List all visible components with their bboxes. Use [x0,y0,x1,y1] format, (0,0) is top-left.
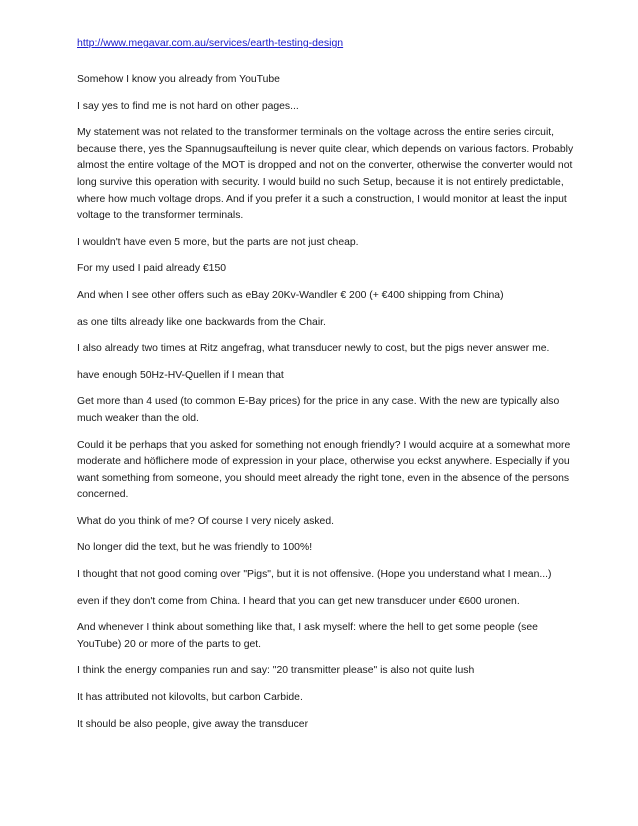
paragraph: as one tilts already like one backwards from the Chair. [77,316,326,328]
paragraph: I wouldn't have even 5 more, but the parts are not just cheap. [77,236,359,248]
paragraph: What do you think of me? Of course I very nicely asked. [77,515,334,527]
paragraph: And when I see other offers such as eBay 20Kv-Wandler € 200 (+ €400 shipping from China) [77,289,504,301]
paragraph: It should be also people, give away the transducer [77,718,309,730]
document-page [77,36,577,743]
document-body [77,72,577,733]
paragraph: My statement was not related to the transformer terminals on the voltage across the entire series circuit, because there, yes the Spannugsaufteilung is never quite clear, which depends on various factors. Probably almost the entire voltage of the MOT is dropped and not on the converter, otherwise the converter would not long survive this operation with security. I would build no such Setup, because it is not entirely predictable, where how much voltage drops. And if you prefer it a such a construction, I would monitor at least the input voltage to the transformer terminals. [77,127,574,222]
paragraph: I thought that not good coming over "Pigs", but it is not offensive. (Hope you understand what I mean...) [77,569,552,581]
paragraph: Get more than 4 used (to common E-Bay prices) for the price in any case. With the new are typically also much weaker than the old. [77,396,560,424]
paragraph: Could it be perhaps that you asked for something not enough friendly? I would acquire at a somewhat more moderate and höflichere mode of expression in your place, otherwise you eckst anywhere. Especially if you want something from someone, you should meet already the right tone, even in the absence of the persons concerned. [77,439,571,501]
paragraph: It has attributed not kilovolts, but carbon Carbide. [77,692,303,704]
paragraph: Somehow I know you already from YouTube [77,74,280,85]
source-link[interactable]: http://www.megavar.com.au/services/earth-testing-design [77,37,344,49]
paragraph: No longer did the text, but he was friendly to 100%! [77,542,313,554]
paragraph: For my used I paid already €150 [77,263,227,275]
paragraph: And whenever I think about something like that, I ask myself: where the hell to get some people (see YouTube) 20 or more of the parts to get. [77,622,538,650]
paragraph: I also already two times at Ritz angefrag, what transducer newly to cost, but the pigs never answer me. [77,343,550,355]
paragraph: I think the energy companies run and say: "20 transmitter please" is also not quite lush [77,665,475,677]
paragraph: even if they don't come from China. I heard that you can get new transducer under €600 uronen. [77,595,520,607]
paragraph: I say yes to find me is not hard on other pages... [77,100,299,112]
paragraph: have enough 50Hz-HV-Quellen if I mean that [77,369,284,381]
